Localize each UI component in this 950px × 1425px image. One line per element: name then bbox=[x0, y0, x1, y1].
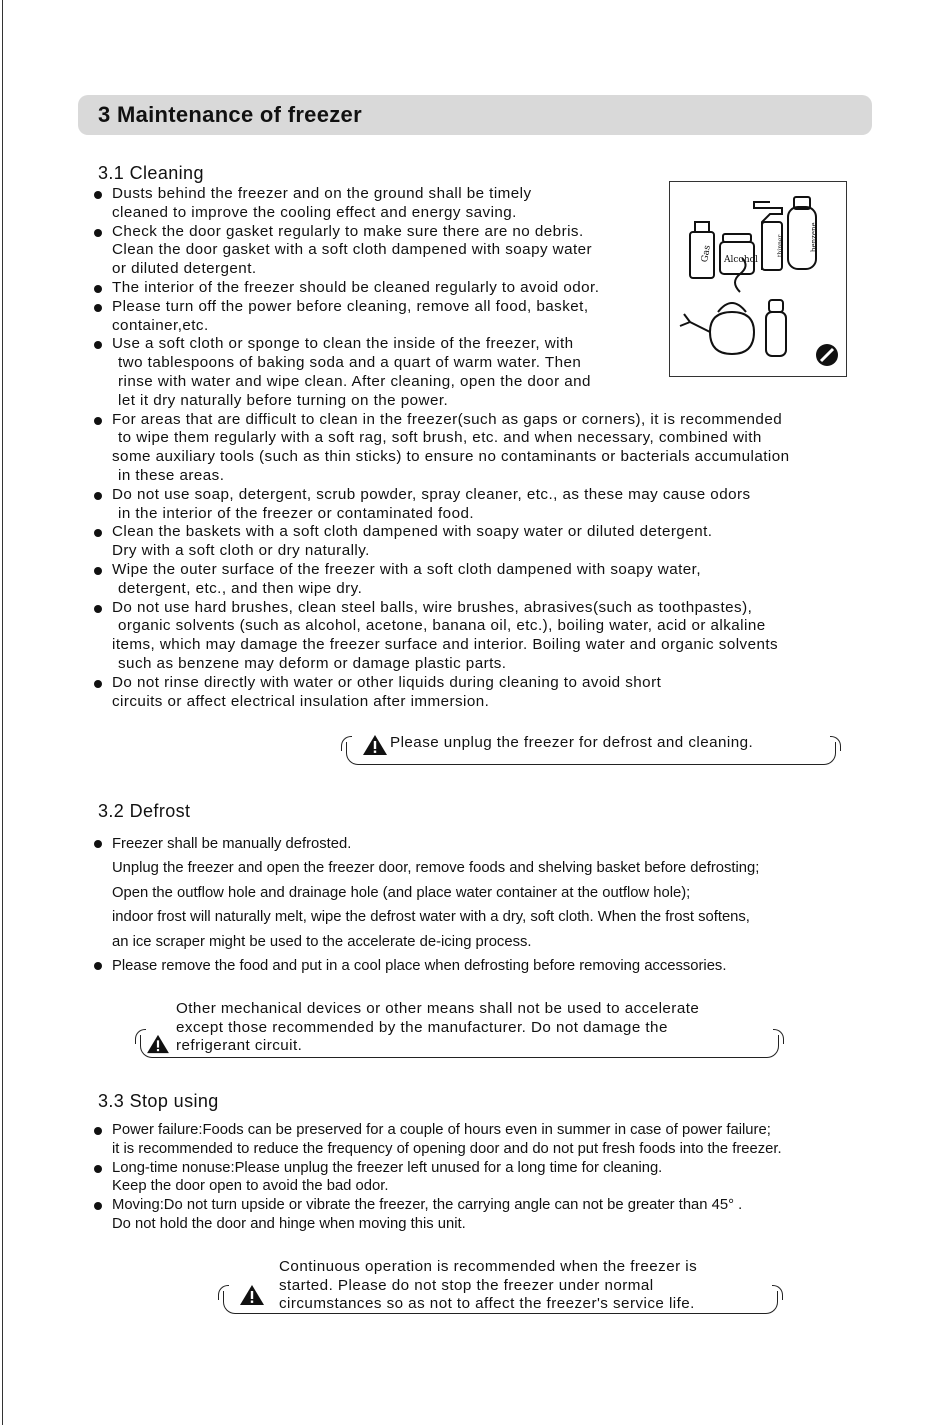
defrost-list bbox=[80, 832, 759, 978]
list-item: Check the door gasket regularly to make sure there are no debris. Clean the door gasket with a soft cloth dampened with soapy water or diluted detergent. bbox=[80, 223, 790, 279]
stop-using-heading: 3.3 Stop using bbox=[98, 1091, 219, 1111]
list-item: Power failure:Foods can be preserved for a couple of hours even in summer in case of power failure; it is recommended to reduce the frequency of opening door and do not put fresh foods into the freezer. bbox=[80, 1121, 782, 1159]
list-item: Dusts behind the freezer and on the ground shall be timely cleaned to improve the cooling effect and energy saving. bbox=[80, 185, 790, 223]
mechanical-devices-notice bbox=[140, 998, 779, 1058]
list-item: Do not rinse directly with water or other liquids during cleaning to avoid short circuits or affect electrical insulation after immersion. bbox=[80, 674, 790, 712]
defrost-heading: 3.2 Defrost bbox=[98, 801, 191, 821]
list-item: For areas that are difficult to clean in the freezer(such as gaps or corners), it is recommended to wipe them regularly with a soft rag, soft brush, etc. and when necessary, combined with some auxiliary tools (such as thin sticks) to ensure no contaminants or bacterials accumulation in these areas. bbox=[80, 411, 790, 486]
list-item: Wipe the outer surface of the freezer with a soft cloth dampened with soapy water, detergent, etc., and then wipe dry. bbox=[80, 561, 790, 599]
warning-icon bbox=[146, 1034, 170, 1054]
gas-label: Gas bbox=[700, 244, 713, 264]
thinner-label: thinner bbox=[777, 234, 784, 257]
notice-text: Continuous operation is recommended when the freezer is started. Please do not stop the freezer under normal circumstances so as not to affect the freezer's service life. bbox=[279, 1258, 698, 1313]
list-item: Clean the baskets with a soft cloth dampened with soapy water or diluted detergent. Dry with a soft cloth or dry naturally. bbox=[80, 523, 790, 561]
benzene-label: benzene bbox=[810, 222, 818, 252]
continuous-operation-notice bbox=[223, 1256, 778, 1314]
list-item: Please turn off the power before cleaning, remove all food, basket, container,etc. bbox=[80, 298, 790, 336]
list-item: Freezer shall be manually defrosted. Unplug the freezer and open the freezer door, remove foods and shelving basket before defrosting; Open the outflow hole and drainage hole (and place water container at the outflow hole); indoor frost will naturally melt, wipe the defrost water with a dry, soft cloth. When the frost softens, an ice scraper might be used to the accelerate de-icing process. bbox=[80, 832, 759, 954]
warning-icon bbox=[239, 1284, 265, 1306]
warning-icon bbox=[362, 734, 388, 756]
list-item: Use a soft cloth or sponge to clean the inside of the freezer, with two tablespoons of baking soda and a quart of warm water. Then rinse with water and wipe clean. After cleaning, open the door and let it dry naturally before turning on the power. bbox=[80, 335, 790, 410]
notice-text: Other mechanical devices or other means shall not be used to accelerate except those recommended by the manufacturer. Do not damage the refrigerant circuit. bbox=[176, 1000, 700, 1055]
alcohol-label: Alcohol bbox=[724, 255, 758, 265]
stop-using-list bbox=[80, 1121, 782, 1234]
page-title: 3 Maintenance of freezer bbox=[98, 102, 362, 127]
prohibited-icon bbox=[816, 344, 838, 366]
list-item: Long-time nonuse:Please unplug the freezer left unused for a long time for cleaning. Keep the door open to avoid the bad odor. bbox=[80, 1159, 782, 1197]
list-item: Please remove the food and put in a cool place when defrosting before removing accessories. bbox=[80, 954, 759, 978]
chemicals-drawing bbox=[670, 182, 846, 376]
unplug-notice bbox=[346, 730, 836, 765]
cleaning-heading: 3.1 Cleaning bbox=[98, 163, 204, 183]
list-item: Do not use soap, detergent, scrub powder, spray cleaner, etc., as these may cause odors in the interior of the freezer or contaminated food. bbox=[80, 486, 790, 524]
chemicals-illustration bbox=[669, 181, 847, 377]
section-banner bbox=[78, 95, 872, 135]
notice-text: Please unplug the freezer for defrost and cleaning. bbox=[390, 734, 754, 751]
list-item: The interior of the freezer should be cleaned regularly to avoid odor. bbox=[80, 279, 790, 298]
list-item: Do not use hard brushes, clean steel balls, wire brushes, abrasives(such as toothpastes), organic solvents (such as alcohol, acetone, banana oil, etc.), boiling water, acid or alkaline items, which may damage the freezer surface and interior. Boiling water and organic solvents such as benzene may deform or damage plastic parts. bbox=[80, 599, 790, 674]
page-left-rule bbox=[2, 0, 3, 1425]
list-item: Moving:Do not turn upside or vibrate the freezer, the carrying angle can not be greater than 45° . Do not hold the door and hinge when moving this unit. bbox=[80, 1196, 782, 1234]
